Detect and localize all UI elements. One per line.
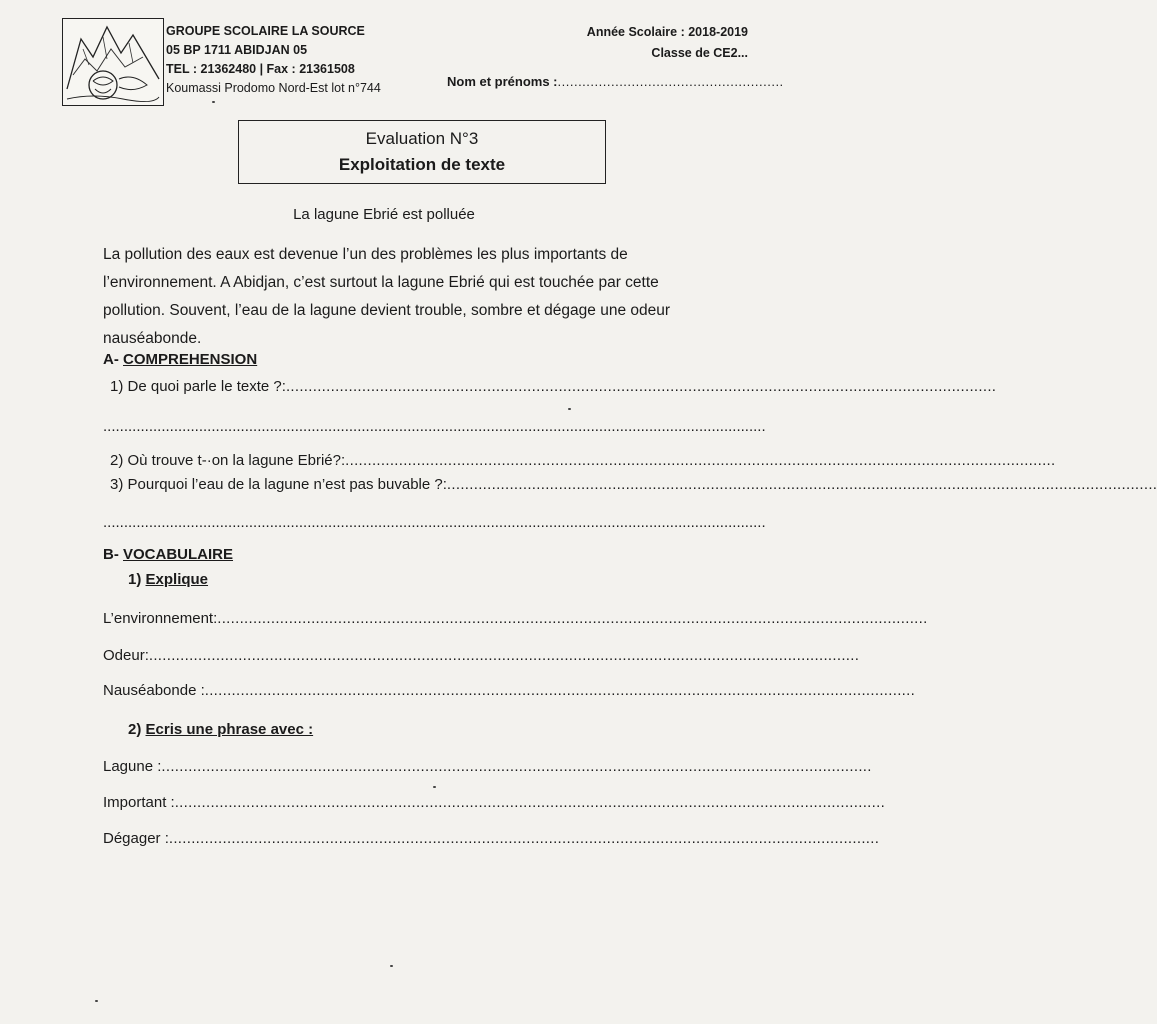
class-label: Classe de CE2... xyxy=(651,46,748,60)
section-b-heading: B- VOCABULAIRE xyxy=(103,546,234,563)
scan-speck xyxy=(568,408,571,410)
question-1[interactable]: 1) De quoi parle le texte ?:............................................................................................................................................................... xyxy=(110,378,997,395)
evaluation-title-box xyxy=(238,120,606,184)
question-2[interactable]: 2) Où trouve t-·on la lagune Ebrié?:............................................................................................................................................................... xyxy=(110,452,1056,469)
header-right xyxy=(587,22,748,64)
section-b-title: VOCABULAIRE xyxy=(123,546,234,563)
answer-line-3[interactable]: ............................................................................................................................................................... xyxy=(103,514,766,531)
school-info xyxy=(166,22,381,98)
evaluation-number: Evaluation N°3 xyxy=(365,129,479,148)
subsection-phrase-title: Ecris une phrase avec : xyxy=(145,721,314,738)
phrase-important[interactable]: Important :............................................................................................................................................................... xyxy=(103,794,886,811)
text-body: La pollution des eaux est devenue l’un des problèmes les plus importants de l’environnement. A Abidjan, c’est surtout la lagune Ebrié qui est touchée par cette pollution. Souvent, l’eau de la lagune devient trouble, sombre et dégage une odeur nauséabonde. xyxy=(103,246,671,347)
section-a-heading: A- COMPREHENSION xyxy=(103,351,258,368)
vocab-nauseabonde[interactable]: Nauséabonde :............................................................................................................................................................... xyxy=(103,682,916,699)
school-address: Koumassi Prodomo Nord-Est lot n°744 xyxy=(166,81,381,95)
subsection-phrase: 2) Ecris une phrase avec : xyxy=(128,721,314,738)
vocab-odeur[interactable]: Odeur:............................................................................................................................................................... xyxy=(103,647,860,664)
question-3[interactable]: 3) Pourquoi l’eau de la lagune n’est pas buvable ?:............................................................................................................................................................... xyxy=(110,476,1157,493)
phrase-degager[interactable]: Dégager :............................................................................................................................................................... xyxy=(103,830,880,847)
student-name-dots: ....................................................... xyxy=(557,74,784,89)
scan-speck xyxy=(95,1000,98,1002)
scan-speck xyxy=(212,101,215,103)
subsection-explique-title: Explique xyxy=(145,571,209,588)
subsection-explique: 1) Explique xyxy=(128,571,209,588)
scan-speck xyxy=(433,786,436,788)
scan-speck xyxy=(390,965,393,967)
answer-line-1[interactable]: ............................................................................................................................................................... xyxy=(103,418,766,435)
school-logo xyxy=(62,18,164,106)
student-name-label: Nom et prénoms : xyxy=(447,74,558,89)
section-a-title: COMPREHENSION xyxy=(123,351,258,368)
text-title: La lagune Ebrié est polluée xyxy=(293,206,475,223)
school-name: GROUPE SCOLAIRE LA SOURCE xyxy=(166,24,365,38)
phrase-lagune[interactable]: Lagune :............................................................................................................................................................... xyxy=(103,758,872,775)
school-phone: TEL : 21362480 | Fax : 21361508 xyxy=(166,62,355,76)
student-name-field[interactable] xyxy=(447,74,784,89)
vocab-environnement[interactable]: L’environnement:............................................................................................................................................................... xyxy=(103,610,928,627)
evaluation-subtitle: Exploitation de texte xyxy=(338,155,506,174)
school-po-box: 05 BP 1711 ABIDJAN 05 xyxy=(166,43,308,57)
school-year: Année Scolaire : 2018-2019 xyxy=(586,25,748,39)
